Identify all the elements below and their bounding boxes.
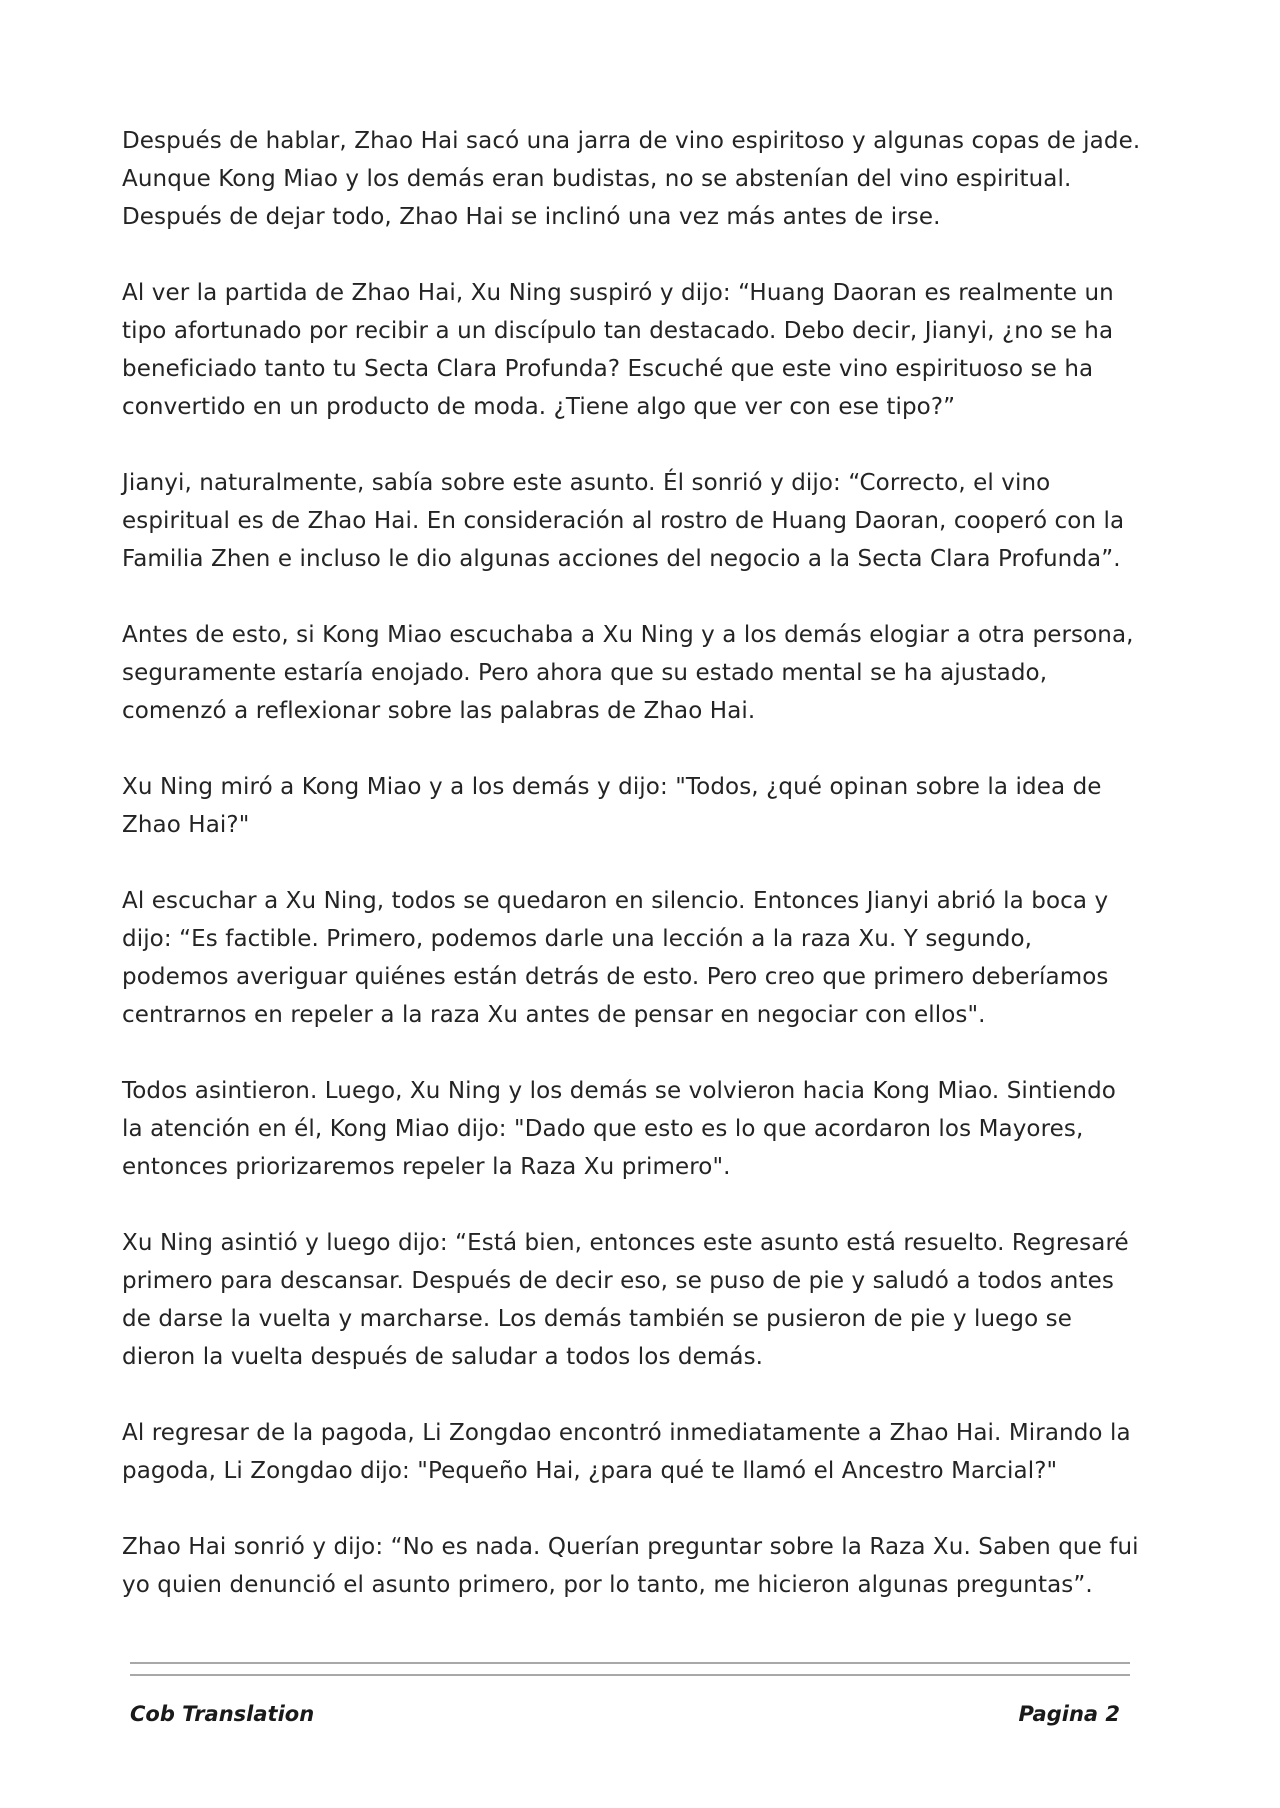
paragraph: Todos asintieron. Luego, Xu Ning y los demás se volvieron hacia Kong Miao. Sintiendo la atención en él, Kong Miao dijo: "Dado que esto es lo que acordaron los Mayores, entonces priorizaremos repeler la Raza Xu primero". xyxy=(122,1078,1116,1180)
paragraph: Jianyi, naturalmente, sabía sobre este asunto. Él sonrió y dijo: “Correcto, el vino espiritual es de Zhao Hai. En consideración al rostro de Huang Daoran, cooperó con la Familia Zhen e incluso le dio algunas acciones del negocio a la Secta Clara Profunda”. xyxy=(122,470,1125,572)
paragraph: Después de hablar, Zhao Hai sacó una jarra de vino espiritoso y algunas copas de jade. Aunque Kong Miao y los demás eran budistas, no se abstenían del vino espiritual. Después de dejar todo, Zhao Hai se inclinó una vez más antes de irse. xyxy=(122,128,1141,230)
paragraph: Al ver la partida de Zhao Hai, Xu Ning suspiró y dijo: “Huang Daoran es realmente un tipo afortunado por recibir a un discípulo tan destacado. Debo decir, Jianyi, ¿no se ha beneficiado tanto tu Secta Clara Profunda? Escuché que este vino espirituoso se ha convertido en un producto de moda. ¿Tiene algo que ver con ese tipo?” xyxy=(122,280,1114,420)
footer-divider xyxy=(130,1662,1130,1686)
paragraph: Antes de esto, si Kong Miao escuchaba a Xu Ning y a los demás elogiar a otra persona, seguramente estaría enojado. Pero ahora que su estado mental se ha ajustado, comenzó a reflexionar sobre las palabras de Zhao Hai. xyxy=(122,622,1134,724)
footer-source-label: Cob Translation xyxy=(130,1702,315,1726)
paragraph: Al escuchar a Xu Ning, todos se quedaron en silencio. Entonces Jianyi abrió la boca y dijo: “Es factible. Primero, podemos darle una lección a la raza Xu. Y segundo, podemos averiguar quiénes están detrás de esto. Pero creo que primero deberíamos centrarnos en repeler a la raza Xu antes de pensar en negociar con ellos". xyxy=(122,888,1109,1028)
paragraph: Al regresar de la pagoda, Li Zongdao encontró inmediatamente a Zhao Hai. Mirando la pagoda, Li Zongdao dijo: "Pequeño Hai, ¿para qué te llamó el Ancestro Marcial?" xyxy=(122,1420,1131,1484)
page-number: Pagina 2 xyxy=(1018,1702,1120,1726)
document-body xyxy=(122,122,1142,1642)
paragraph: Zhao Hai sonrió y dijo: “No es nada. Querían preguntar sobre la Raza Xu. Saben que fui yo quien denunció el asunto primero, por lo tanto, me hicieron algunas preguntas”. xyxy=(122,1534,1139,1598)
divider-line-top xyxy=(130,1662,1130,1664)
divider-line-bottom xyxy=(130,1674,1130,1676)
paragraph: Xu Ning asintió y luego dijo: “Está bien, entonces este asunto está resuelto. Regresaré primero para descansar. Después de decir eso, se puso de pie y saludó a todos antes de darse la vuelta y marcharse. Los demás también se pusieron de pie y luego se dieron la vuelta después de saludar a todos los demás. xyxy=(122,1230,1129,1370)
paragraph: Xu Ning miró a Kong Miao y a los demás y dijo: "Todos, ¿qué opinan sobre la idea de Zhao Hai?" xyxy=(122,774,1102,838)
page-footer xyxy=(130,1702,1130,1726)
